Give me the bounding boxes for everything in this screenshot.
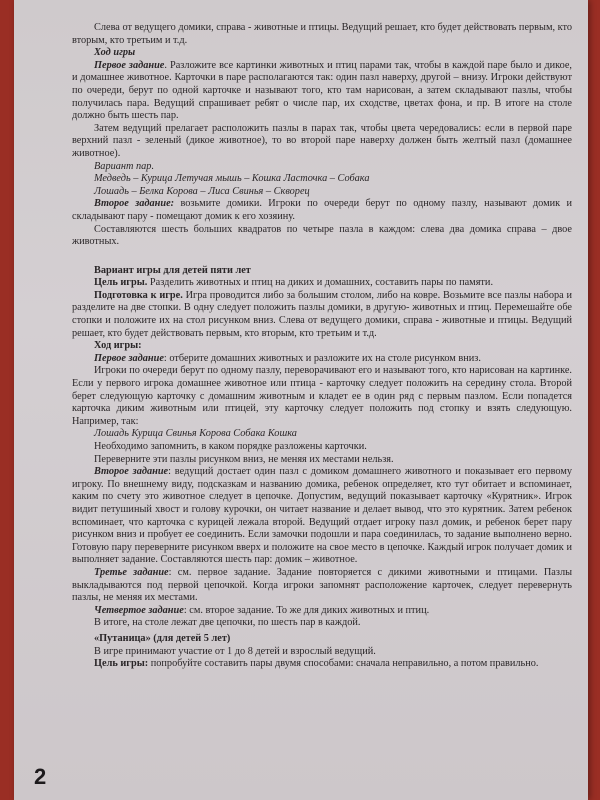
- intro-paragraph: Слева от ведущего домики, справа - животные и птицы. Ведущий решает, кто будет действовать первым, кто вторым, кто третьим и т.д.: [72, 22, 572, 46]
- task1-text: . Разложите все картинки животных и птиц парами так, чтобы в каждой паре было и дикое, и домашнее животное. Карточки в паре располагаются так: один пазл наверху, другой – внизу. Игроки действуют по очереди, берут по одной карточке и называют того, кто там нарисован, а затем складывают пазлы, чтобы получилась пара. Ведущий спрашивает ребят о числе пар, их сходстве, цветах фона, и пр. В итоге на столе должно быть шесть пар.: [72, 59, 573, 122]
- task1-paragraph-2: [72, 353, 572, 366]
- task3-text: : см. первое задание. Задание повторяется с дикими животными и птицами. Пазлы выкладываются под первой цепочкой. Когда игроки запомнят расположение карточек, следует перевернуть пазлы, не меняя их местами.: [72, 566, 572, 604]
- preparation-label: Подготовка к игре.: [94, 289, 183, 301]
- result-paragraph: В итоге, на столе лежат две цепочки, по шесть пар в каждой.: [94, 617, 361, 629]
- task4-paragraph: [72, 605, 572, 618]
- color-rule-paragraph: Затем ведущий прелагает расположить пазлы в парах так, чтобы цвета чередовались: если в первой паре верхний пазл - зеленый (дикое животное), то во второй паре наверху должен быть желтый пазл (домашнее животное).: [72, 122, 572, 159]
- document-page: [14, 0, 588, 800]
- page-text: [72, 22, 572, 671]
- task3-paragraph: [72, 567, 572, 605]
- task2-text-2: : ведущий достает один пазл с домиком домашнего животного и показывает его первому игроку. По внешнему виду, подсказкам и названию домика, ребенок определяет, кто тут обитает и вспоминает, каким по счету это животное следует в цепочке. Допустим, ведущий показывает карточку «Курятник». Игрок видит петушиный хвост и голову курочки, он читает название и делает вывод, что это курятник. Затем ребенок вспоминает, что карточка с курицей лежала второй. Ведущий отдает игроку пазл домик, и ребенок берет пару рисунком вниз и пробует ее соединить. Если замочки подошли и пара соединилась, то задание выполнено верно. Готовую пару переверните рисунком вверх и положите на свое место в цепочке. Каждый игрок получает домик и выполняет задание. Составляются шесть пар: домик – животное.: [72, 466, 572, 566]
- remember-note: Необходимо запомнить, в каком порядке разложены карточки.: [94, 441, 367, 452]
- players-paragraph: В игре принимают участие от 1 до 8 детей и взрослый ведущий.: [94, 645, 376, 657]
- pairs-line-2: Лошадь – Белка Корова – Лиса Свинья – Скворец: [94, 185, 310, 197]
- section-heading-game-flow: Ход игры: [94, 47, 136, 59]
- page-number: 2: [34, 764, 47, 789]
- squares-paragraph: Составляются шесть больших квадратов по четыре пазла в каждом: слева два домика справа – двое животных.: [72, 223, 572, 248]
- task3-label: Третье задание: [94, 566, 169, 578]
- goal-paragraph-3: [72, 658, 572, 671]
- section-heading-game-flow-2: Ход игры:: [94, 340, 142, 352]
- goal-paragraph: [72, 277, 572, 290]
- goal-text: Разделить животных и птиц на диких и домашних, составить пары по памяти.: [147, 277, 494, 289]
- goal-label-3: Цель игры:: [94, 658, 149, 670]
- pairs-line-1: Медведь – Курица Летучая мышь – Кошка Ласточка – Собака: [94, 173, 370, 185]
- task1-text-2: : отберите домашних животных и разложите их на столе рисунком вниз.: [163, 352, 481, 364]
- task2-label-2: Второе задание: [94, 466, 169, 478]
- goal-label: Цель игры.: [94, 277, 148, 289]
- example-sequence: Лошадь Курица Свинья Корова Собака Кошка: [94, 428, 297, 440]
- task1-details-paragraph: Игроки по очереди берут по одному пазлу, переворачивают его и называют того, кто нарисован на картинке. Если у первого игрока домашнее животное или птица - карточку следует положить на середину стола. Второй берет следующую карточку с домашним животным и кладет ее в один ряд с первым пазлом. Если попадется карточка диким животным или птицей, эту карточку следует положить под стопку и взять следующую. Например, так:: [72, 365, 572, 427]
- task2-label: Второе задание:: [94, 198, 175, 210]
- task1-label: Первое задание: [94, 59, 165, 71]
- variant-five-years-title: Вариант игры для детей пяти лет: [94, 264, 251, 276]
- preparation-paragraph: [72, 290, 572, 340]
- task2-paragraph-2: [72, 466, 572, 567]
- flip-note: Переверните эти пазлы рисунком вниз, не меняя их местами нельзя.: [94, 453, 394, 465]
- task4-label: Четвертое задание: [94, 604, 184, 616]
- task1-label-2: Первое задание: [94, 352, 164, 364]
- goal-text-3: попробуйте составить пары двумя способами: сначала неправильно, а потом правильно.: [148, 658, 539, 670]
- task2-text: возьмите домики. Игроки по очереди берут по одному пазлу, называют домик и складывают пару - помещают домик к его хозяину.: [72, 198, 572, 222]
- task4-text: : см. второе задание. То же для диких животных и птиц.: [183, 604, 430, 616]
- variant-label: Вариант пар.: [94, 160, 155, 172]
- preparation-text: Игра проводится либо за большим столом, либо на ковре. Возьмите все пазлы набора и разделите на две стопки. В одну следует положить пазлы домики, в другую- животных и птиц. Перемешайте обе стопки и положите их на стол рисунком вниз. Слева от ведущего домики, справа - животные и птицы. Ведущий решает, кто будет действовать первым, кто вторым, кто третьим и т.д.: [72, 289, 572, 339]
- task1-paragraph: [72, 60, 572, 123]
- puzzle-mixup-title: «Путаница» (для детей 5 лет): [94, 632, 231, 644]
- task2-paragraph: [72, 198, 572, 223]
